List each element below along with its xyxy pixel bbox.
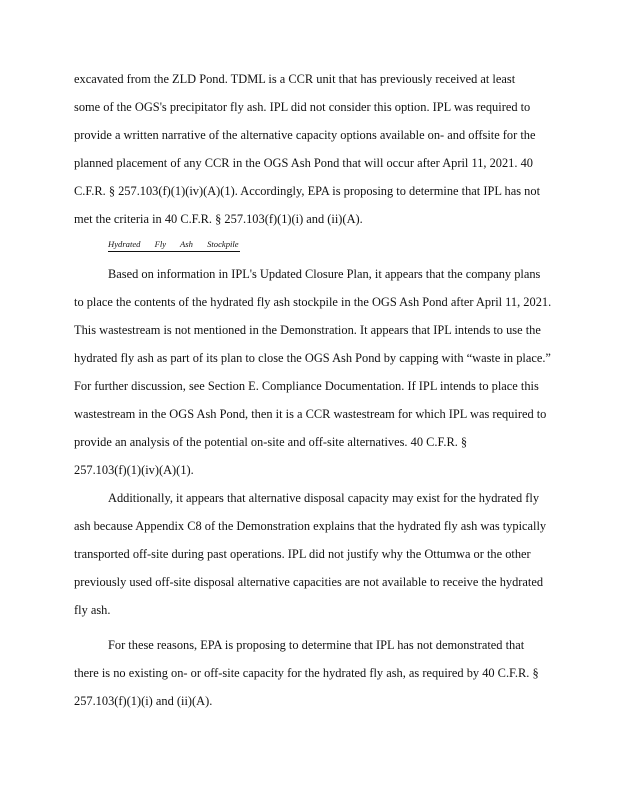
text-line: This wastestream is not mentioned in the Demonstration. It appears that IPL intends to use the [74, 323, 541, 337]
text-line: fly ash. [74, 603, 111, 617]
text-line: For further discussion, see Section E. Compliance Documentation. If IPL intends to place this [74, 379, 539, 393]
text-line: Based on information in IPL's Updated Closure Plan, it appears that the company plans [108, 267, 541, 281]
text-line: 257.103(f)(1)(iv)(A)(1). [74, 463, 194, 477]
text-line: wastestream in the OGS Ash Pond, then it is a CCR wastestream for which IPL was required to [74, 407, 547, 421]
text-line: 257.103(f)(1)(i) and (ii)(A). [74, 694, 213, 708]
text-line: there is no existing on- or off-site capacity for the hydrated fly ash, as required by 40 C.F.R. § [74, 666, 539, 680]
text-line: C.F.R. § 257.103(f)(1)(iv)(A)(1). Accordingly, EPA is proposing to determine that IPL has not [74, 184, 541, 198]
text-line: ash because Appendix C8 of the Demonstration explains that the hydrated fly ash was typically [74, 519, 547, 533]
section-heading: Hydrated Fly Ash Stockpile [108, 239, 240, 252]
text-line: met the criteria in 40 C.F.R. § 257.103(f)(1)(i) and (ii)(A). [74, 212, 363, 226]
text-line: some of the OGS's precipitator fly ash. IPL did not consider this option. IPL was required to [74, 100, 531, 114]
text-line: planned placement of any CCR in the OGS Ash Pond that will occur after April 11, 2021. 40 [74, 156, 533, 170]
text-line: previously used off-site disposal alternative capacities are not available to receive the hydrated [74, 575, 544, 589]
text-line: provide a written narrative of the alternative capacity options available on- and offsite for the [74, 128, 536, 142]
text-line: Additionally, it appears that alternative disposal capacity may exist for the hydrated fly [108, 491, 540, 505]
text-line: hydrated fly ash as part of its plan to close the OGS Ash Pond by capping with “waste in place.” [74, 351, 551, 365]
text-line: For these reasons, EPA is proposing to determine that IPL has not demonstrated that [108, 638, 525, 652]
text-line: transported off-site during past operations. IPL did not justify why the Ottumwa or the other [74, 547, 531, 561]
text-line: excavated from the ZLD Pond. TDML is a CCR unit that has previously received at least [74, 72, 516, 86]
text-line: provide an analysis of the potential on-site and off-site alternatives. 40 C.F.R. § [74, 435, 468, 449]
text-line: to place the contents of the hydrated fly ash stockpile in the OGS Ash Pond after April 11, 2021. [74, 295, 552, 309]
